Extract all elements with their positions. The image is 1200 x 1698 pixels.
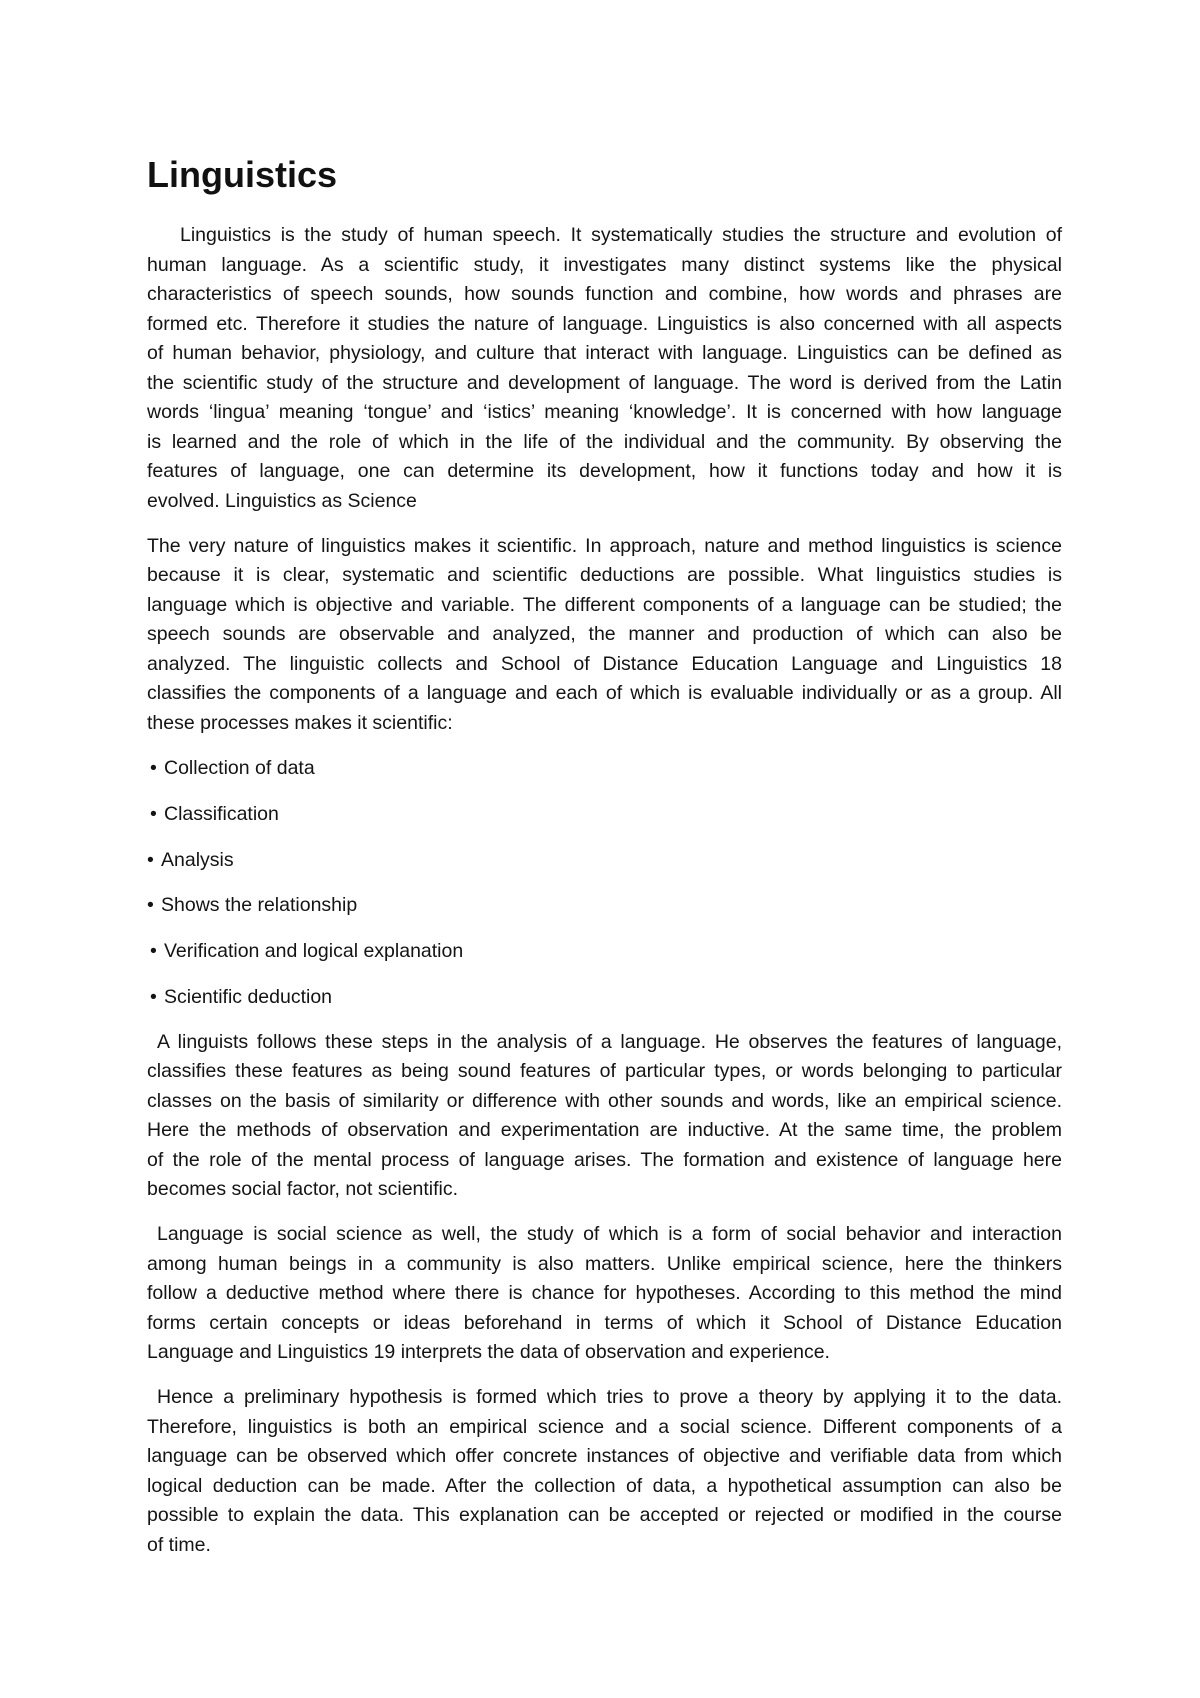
bullet-item xyxy=(147,800,1062,830)
paragraph-hypothesis xyxy=(147,1383,1062,1560)
paragraph-steps xyxy=(147,1028,1062,1205)
bullet-item xyxy=(147,754,1062,784)
paragraph-line: human language. As a scientific study, it investigates many distinct systems like the physical xyxy=(147,253,1062,276)
bullet-text: Verification and logical explanation xyxy=(164,940,464,963)
paragraph-science xyxy=(147,532,1062,739)
bullet-item xyxy=(147,846,1062,876)
bullet-icon: • xyxy=(150,985,157,1008)
paragraph-social-science xyxy=(147,1220,1062,1368)
bullet-icon: • xyxy=(147,894,154,917)
paragraph-line: The very nature of linguistics makes it scientific. In approach, nature and method linguistics is science xyxy=(147,534,1062,557)
bullet-text: Analysis xyxy=(161,848,234,871)
bullet-icon: • xyxy=(150,940,157,963)
bullet-icon: • xyxy=(150,757,157,779)
paragraph-line: analyzed. The linguistic collects and School of Distance Education Language and Linguistics 18 xyxy=(147,652,1062,675)
paragraph-line: evolved. Linguistics as Science xyxy=(147,489,417,512)
paragraph-line: logical deduction can be made. After the collection of data, a hypothetical assumption can also be xyxy=(147,1474,1062,1497)
paragraph-line: because it is clear, systematic and scientific deductions are possible. What linguistics studies is xyxy=(147,564,1062,586)
paragraph-line: of the role of the mental process of language arises. The formation and existence of language here xyxy=(147,1148,1062,1171)
bullet-text: Classification xyxy=(164,802,279,825)
paragraph-line: Linguistics is the study of human speech. It systematically studies the structure and evolution of xyxy=(180,224,1062,246)
paragraph-line: these processes makes it scientific: xyxy=(147,711,453,734)
paragraph-line: classes on the basis of similarity or difference with other sounds and words, like an empirical science. xyxy=(147,1089,1062,1112)
paragraph-line: Therefore, linguistics is both an empirical science and a social science. Different components of a xyxy=(147,1415,1062,1438)
document-title: Linguistics xyxy=(147,154,338,195)
paragraph-line: follow a deductive method where there is chance for hypotheses. According to this method the mind xyxy=(147,1282,1062,1305)
paragraph-line: of time. xyxy=(147,1533,211,1556)
paragraph-line: classifies the components of a language and each of which is evaluable individually or as a group. All xyxy=(147,682,1062,704)
bullet-item xyxy=(147,937,1062,967)
bullet-item xyxy=(147,983,1062,1013)
paragraph-line: is learned and the role of which in the life of the individual and the community. By observing the xyxy=(147,430,1062,453)
paragraph-line: becomes social factor, not scientific. xyxy=(147,1178,459,1201)
paragraph-line: language which is objective and variable. The different components of a language can be studied; the xyxy=(147,593,1062,616)
paragraph-line: Language is social science as well, the study of which is a form of social behavior and interaction xyxy=(157,1223,1062,1246)
bullet-list xyxy=(147,754,1062,1012)
paragraph-line: features of language, one can determine its development, how it functions today and how it is xyxy=(147,460,1062,482)
bullet-text: Collection of data xyxy=(164,757,315,779)
paragraph-definition xyxy=(147,221,1062,516)
bullet-item xyxy=(147,891,1062,921)
paragraph-line: A linguists follows these steps in the analysis of a language. He observes the features of language, xyxy=(157,1030,1062,1053)
paragraph-line: classifies these features as being sound features of particular types, or words belonging to particular xyxy=(147,1060,1062,1083)
paragraph-line: Here the methods of observation and experimentation are inductive. At the same time, the problem xyxy=(147,1119,1062,1142)
paragraph-line: Hence a preliminary hypothesis is formed which tries to prove a theory by applying it to the data. xyxy=(157,1386,1062,1409)
bullet-icon: • xyxy=(147,848,154,871)
paragraph-line: words ‘lingua’ meaning ‘tongue’ and ‘istics’ meaning ‘knowledge’. It is concerned with how language xyxy=(147,401,1062,423)
paragraph-line: language can be observed which offer concrete instances of objective and verifiable data from which xyxy=(147,1445,1062,1468)
paragraph-line: speech sounds are observable and analyzed, the manner and production of which can also be xyxy=(147,623,1062,645)
paragraph-line: among human beings in a community is also matters. Unlike empirical science, here the thinkers xyxy=(147,1252,1062,1275)
bullet-icon: • xyxy=(150,802,157,825)
paragraph-line: characteristics of speech sounds, how sounds function and combine, how words and phrases are xyxy=(147,283,1062,305)
paragraph-line: possible to explain the data. This explanation can be accepted or rejected or modified in the course xyxy=(147,1504,1062,1527)
document-body xyxy=(147,151,1062,1560)
paragraph-line: forms certain concepts or ideas beforehand in terms of which it School of Distance Education xyxy=(147,1311,1062,1334)
paragraph-line: formed etc. Therefore it studies the nature of language. Linguistics is also concerned with all aspects xyxy=(147,312,1062,335)
bullet-text: Scientific deduction xyxy=(164,985,333,1008)
paragraph-line: of human behavior, physiology, and culture that interact with language. Linguistics can be defined as xyxy=(147,342,1062,364)
paragraph-line: the scientific study of the structure and development of language. The word is derived from the Latin xyxy=(147,371,1062,394)
bullet-text: Shows the relationship xyxy=(161,894,358,917)
paragraph-line: Language and Linguistics 19 interprets the data of observation and experience. xyxy=(147,1341,830,1364)
